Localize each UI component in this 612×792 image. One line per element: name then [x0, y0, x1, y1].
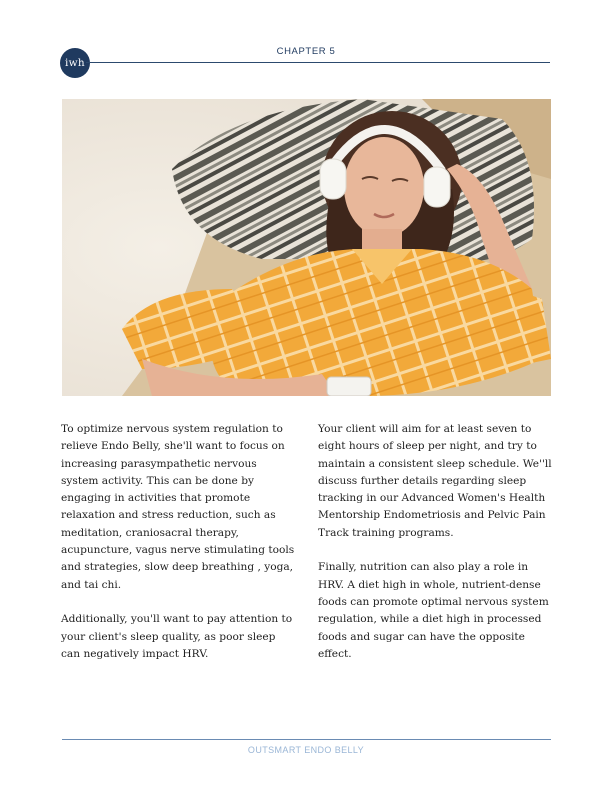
footer-divider	[62, 739, 551, 740]
body-column-left	[61, 421, 297, 680]
header-divider	[86, 62, 550, 63]
chapter-heading: CHAPTER 5	[276, 46, 336, 57]
paragraph: To optimize nervous system regulation to relieve Endo Belly, she'll want to focus on increasing parasympathetic nervous system activity. This can be done by engaging in activities that promote relaxation and stress reduction, such as meditation, craniosacral therapy, acupuncture, vagus nerve stimulating tools and strategies, slow deep breathing , yoga, and tai chi.	[61, 423, 295, 591]
photo-woman-resting-with-headphones-icon	[62, 99, 551, 396]
footer-title: OUTSMART ENDO BELLY	[247, 745, 365, 755]
hero-photo	[62, 99, 551, 396]
paragraph: Finally, nutrition can also play a role in HRV. A diet high in whole, nutrient-dense foods can promote optimal nervous system regulation, while a diet high in processed foods and sugar can have the opposite effect.	[318, 561, 549, 660]
paragraph: Your client will aim for at least seven to eight hours of sleep per night, and try to maintain a consistent sleep schedule. We''ll discuss further details regarding sleep tracking in our Advanced Women's Health Mentorship Endometriosis and Pelvic Pain Track training programs.	[318, 423, 552, 539]
body-column-right	[318, 421, 554, 680]
logo-text: iwh	[64, 57, 85, 69]
paragraph: Additionally, you'll want to pay attention to your client's sleep quality, as poor sleep can negatively impact HRV.	[61, 613, 293, 660]
